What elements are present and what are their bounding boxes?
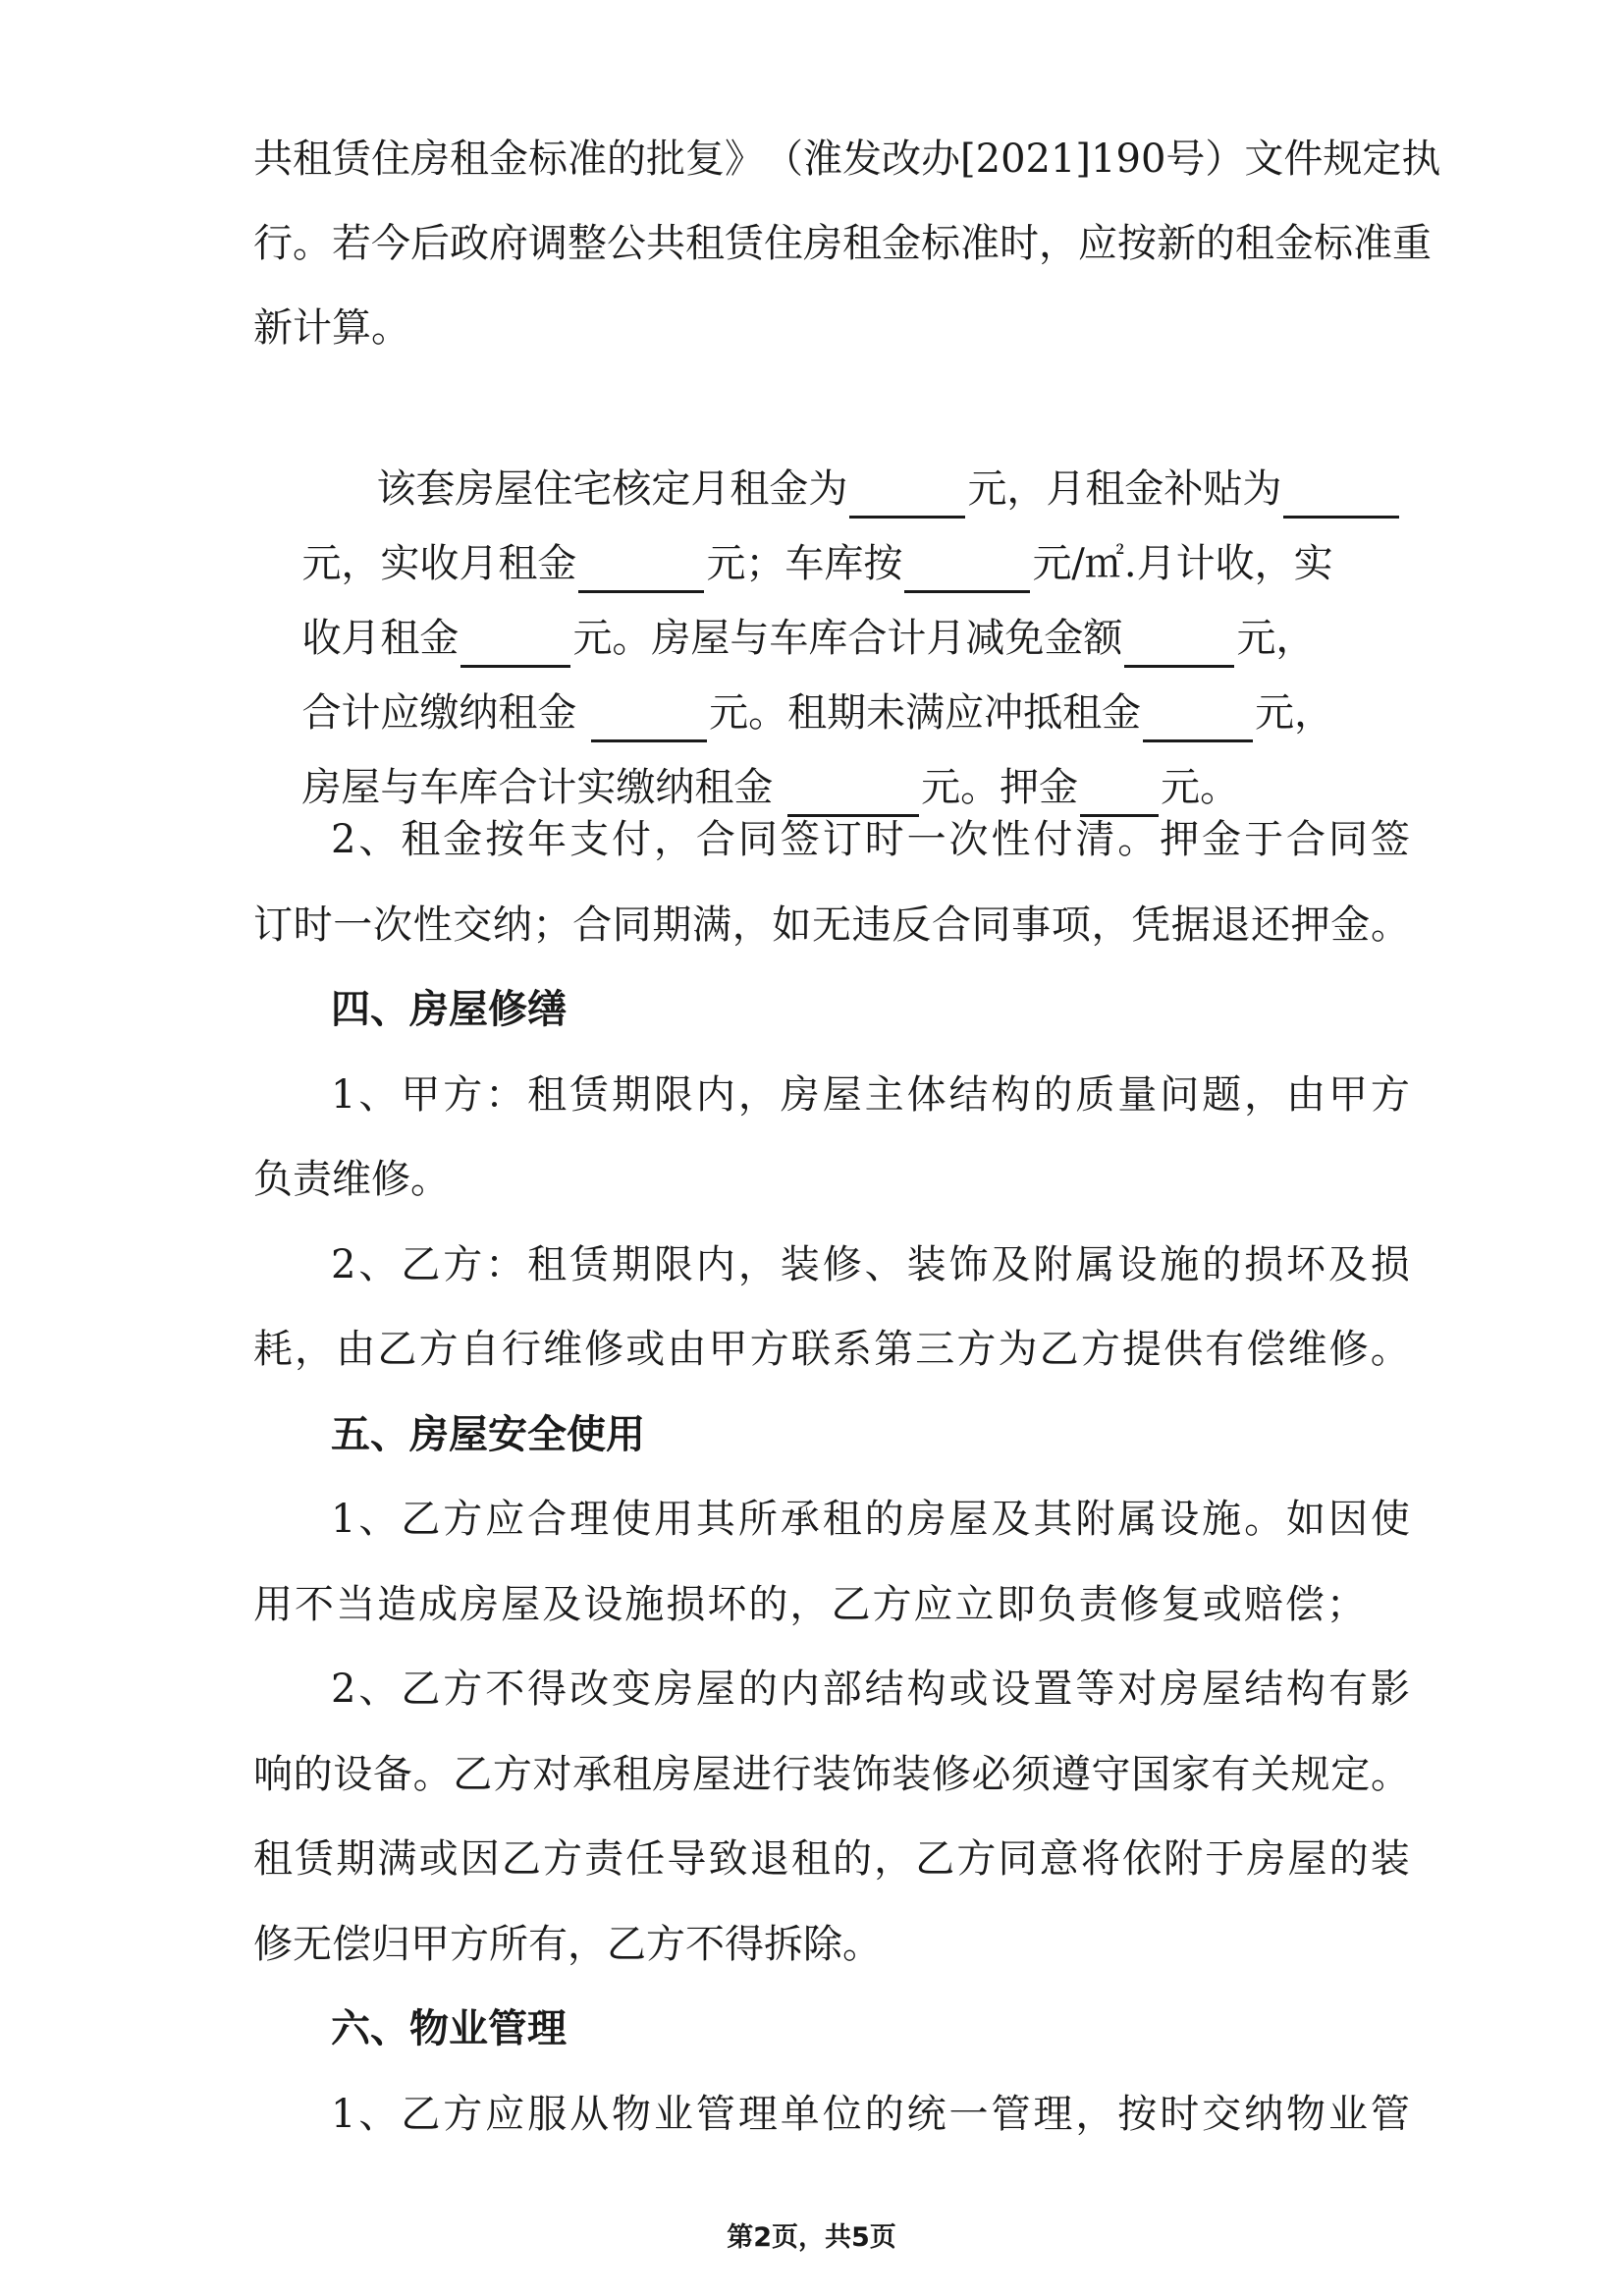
s4-item2-line2: 耗 ， 由 乙 方 自 行 维 修 或 由 甲 方 联 系 第 三 方 为 乙 方 提 供 有 偿 维 修 。 xyxy=(253,1327,1410,1372)
para1-line2: 行 。 若 今 后 政 府 调 整 公 共 租 赁 住 房 租 金 标 准 时 ， 应 按 新 的 租 金 标 准 重 xyxy=(253,221,1432,266)
rent-form-text: 元。 xyxy=(1161,765,1240,810)
rent-form-text: 元， xyxy=(1236,616,1316,661)
section-6-heading: 六、物业管理 xyxy=(331,2005,567,2051)
s5-item2-line1: 2 、 乙 方 不 得 改 变 房 屋 的 内 部 结 构 或 设 置 等 对 房 屋 结 构 有 影 xyxy=(331,1667,1410,1712)
rent-form-text: 元。租期未满应冲抵租金 xyxy=(709,690,1142,736)
rent-form-text: 元。房屋与车库合计月减免金额 xyxy=(572,616,1123,661)
para1-line1: 共 租 赁 住 房 租 金 标 准 的 批 复 》 （ 淮 发 改 办 [ 2 0 2 1 ] 1 9 0 号 ） 文 件 规 定 执 xyxy=(253,137,1441,182)
s5-item1-line2: 用 不 当 造 成 房 屋 及 设 施 损 坏 的 ， 乙 方 应 立 即 负 责 修 复 或 赔 偿 ； xyxy=(253,1582,1366,1627)
rent-form-text: 元/㎡.月计收，实 xyxy=(1032,541,1333,586)
page-number: 第2页，共5页 xyxy=(727,2222,896,2253)
s6-item1-line1: 1 、 乙 方 应 服 从 物 业 管 理 单 位 的 统 一 管 理 ， 按 时 交 纳 物 业 管 xyxy=(331,2092,1410,2137)
s5-item1-line1: 1 、 乙 方 应 合 理 使 用 其 所 承 租 的 房 屋 及 其 附 属 设 施 。 如 因 使 xyxy=(331,1497,1410,1542)
s4-item2-line1: 2 、 乙 方 ： 租 赁 期 限 内 ， 装 修 、 装 饰 及 附 属 设 施 的 损 坏 及 损 xyxy=(331,1242,1410,1287)
rent-form-text: 该套房屋住宅核定月租金为 xyxy=(376,466,848,512)
s5-item2-line4: 修无偿归甲方所有，乙方不得拆除。 xyxy=(253,1922,882,1967)
rent-form-text: 元， xyxy=(1255,690,1334,736)
s5-item2-line3: 租 赁 期 满 或 因 乙 方 责 任 导 致 退 租 的 ， 乙 方 同 意 将 依 附 于 房 屋 的 装 xyxy=(253,1836,1410,1882)
section-4-heading: 四、房屋修缮 xyxy=(331,986,567,1032)
rent-form-text: 合计应缴纳租金 xyxy=(301,690,590,736)
rent-form-line5 xyxy=(277,699,1623,817)
rent-form-text: 元；车库按 xyxy=(706,541,903,586)
section-5-heading: 五、房屋安全使用 xyxy=(331,1411,645,1457)
para1-line3: 新计算。 xyxy=(253,305,410,351)
para2-line2: 订 时 一 次 性 交 纳 ； 合 同 期 满 ， 如 无 违 反 合 同 事 项 ， 凭 据 退 还 押 金 。 xyxy=(253,902,1410,948)
para2-line1: 2 、 租 金 按 年 支 付 ， 合 同 签 订 时 一 次 性 付 清 。 押 金 于 合 同 签 xyxy=(331,817,1410,862)
rent-form-text: 元，实收月租金 xyxy=(301,541,577,586)
rent-form-text: 元。押金 xyxy=(921,765,1079,810)
rent-form-text: 收月租金 xyxy=(301,616,460,661)
s4-item1-line2: 负责维修。 xyxy=(253,1157,450,1202)
s5-item2-line2: 响 的 设 备 。 乙 方 对 承 租 房 屋 进 行 装 饰 装 修 必 须 遵 守 国 家 有 关 规 定 。 xyxy=(253,1752,1410,1797)
rent-form-text: 房屋与车库合计实缴纳租金 xyxy=(301,765,786,810)
s4-item1-line1: 1 、 甲 方 ： 租 赁 期 限 内 ， 房 屋 主 体 结 构 的 质 量 问 题 ， 由 甲 方 xyxy=(331,1072,1410,1118)
rent-form-text: 元，月租金补贴为 xyxy=(967,466,1282,512)
